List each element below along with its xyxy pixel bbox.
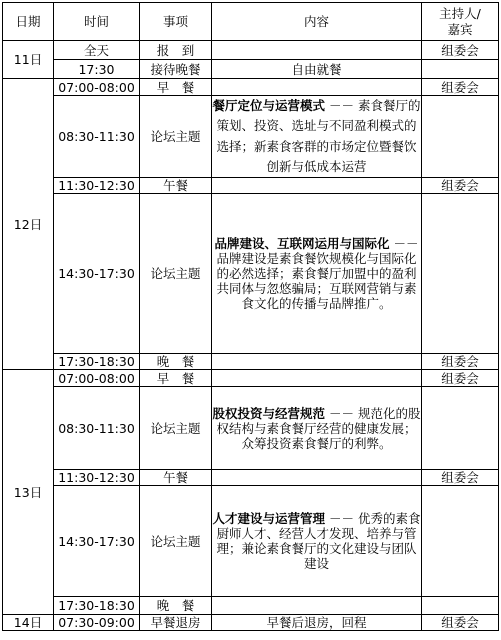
host-cell: 组委会	[422, 354, 499, 370]
topic-body: －－ 规范化的股权结构与素食餐厅经营的健康发展；众筹投资素食餐厅的利弊。	[216, 405, 421, 451]
time-cell: 08:30-11:30	[54, 96, 140, 178]
item-cell: 午餐	[140, 470, 212, 486]
time-cell: 11:30-12:30	[54, 178, 140, 194]
content-cell: 早餐后退房，回程	[212, 615, 422, 631]
host-cell	[422, 96, 499, 178]
table-row	[3, 486, 499, 597]
topic-body: －－ 优秀的素食厨师人才、经营人才发现、培养与管理；兼论素食餐厅的文化建设与团队建设	[216, 511, 421, 572]
day-label: 12日	[3, 79, 54, 370]
host-cell: 组委会	[422, 41, 499, 60]
content-cell: 自由就餐	[212, 60, 422, 79]
schedule-table	[2, 2, 499, 631]
time-cell: 17:30	[54, 60, 140, 79]
time-cell: 11:30-12:30	[54, 470, 140, 486]
time-cell: 07:30-09:00	[54, 615, 140, 631]
table-row	[3, 615, 499, 631]
content-cell	[212, 597, 422, 615]
topic-content	[212, 486, 422, 597]
header-host: 主持人/ 嘉宾	[422, 3, 499, 41]
item-cell: 午餐	[140, 178, 212, 194]
item-cell: 论坛主题	[140, 194, 212, 354]
header-content: 内容	[212, 3, 422, 41]
item-cell: 接待晚餐	[140, 60, 212, 79]
content-cell	[212, 41, 422, 60]
table-row	[3, 354, 499, 370]
day-label: 13日	[3, 370, 54, 615]
host-cell: 组委会	[422, 79, 499, 96]
topic-content	[212, 96, 422, 178]
topic-title: 人才建设与运营管理	[212, 511, 326, 527]
time-cell: 07:00-08:00	[54, 370, 140, 387]
table-row	[3, 60, 499, 79]
day-label: 14日	[3, 615, 54, 631]
table-row	[3, 96, 499, 178]
host-cell: 组委会	[422, 370, 499, 387]
content-cell	[212, 354, 422, 370]
item-cell: 晚 餐	[140, 597, 212, 615]
day-label: 11日	[3, 41, 54, 79]
item-cell: 早 餐	[140, 79, 212, 96]
time-cell: 08:30-11:30	[54, 387, 140, 470]
table-row	[3, 387, 499, 470]
item-cell: 晚 餐	[140, 354, 212, 370]
topic-body: －－ 品牌建设是素食餐饮规模化与国际化的必然选择；素食餐厅加盟中的盈利共同体与忽悠骗局；互联网营销与素食文化的传播与品牌推广。	[216, 236, 419, 312]
item-cell: 早餐退房	[140, 615, 212, 631]
header-day: 日期	[3, 3, 54, 41]
host-cell: 组委会	[422, 178, 499, 194]
table-row	[3, 470, 499, 486]
content-cell	[212, 470, 422, 486]
time-cell: 17:30-18:30	[54, 597, 140, 615]
topic-title: 品牌建设、互联网运用与国际化	[214, 236, 390, 252]
topic-content	[212, 194, 422, 354]
time-cell: 14:30-17:30	[54, 194, 140, 354]
topic-title: 餐厅定位与运营模式	[212, 98, 326, 113]
time-cell: 07:00-08:00	[54, 79, 140, 96]
host-cell	[422, 486, 499, 597]
table-row	[3, 41, 499, 60]
table-row	[3, 79, 499, 96]
table-row	[3, 597, 499, 615]
topic-body: －－ 素食餐厅的策划、投资、选址与不同盈利模式的选择；新素食客群的市场定位暨餐饮创新与低成本运营	[216, 98, 421, 174]
host-cell	[422, 194, 499, 354]
table-row	[3, 370, 499, 387]
topic-content	[212, 387, 422, 470]
time-cell: 14:30-17:30	[54, 486, 140, 597]
item-cell: 论坛主题	[140, 387, 212, 470]
content-cell	[212, 178, 422, 194]
table-row	[3, 178, 499, 194]
item-cell: 论坛主题	[140, 486, 212, 597]
content-cell	[212, 370, 422, 387]
header-row	[3, 3, 499, 41]
item-cell: 报 到	[140, 41, 212, 60]
time-cell: 全天	[54, 41, 140, 60]
host-cell: 组委会	[422, 470, 499, 486]
host-cell	[422, 60, 499, 79]
table-row	[3, 194, 499, 354]
time-cell: 17:30-18:30	[54, 354, 140, 370]
header-time: 时间	[54, 3, 140, 41]
host-cell	[422, 597, 499, 615]
item-cell: 论坛主题	[140, 96, 212, 178]
header-item: 事项	[140, 3, 212, 41]
host-cell: 组委会	[422, 615, 499, 631]
host-cell	[422, 387, 499, 470]
topic-title: 股权投资与经营规范	[212, 405, 326, 421]
item-cell: 早 餐	[140, 370, 212, 387]
content-cell	[212, 79, 422, 96]
